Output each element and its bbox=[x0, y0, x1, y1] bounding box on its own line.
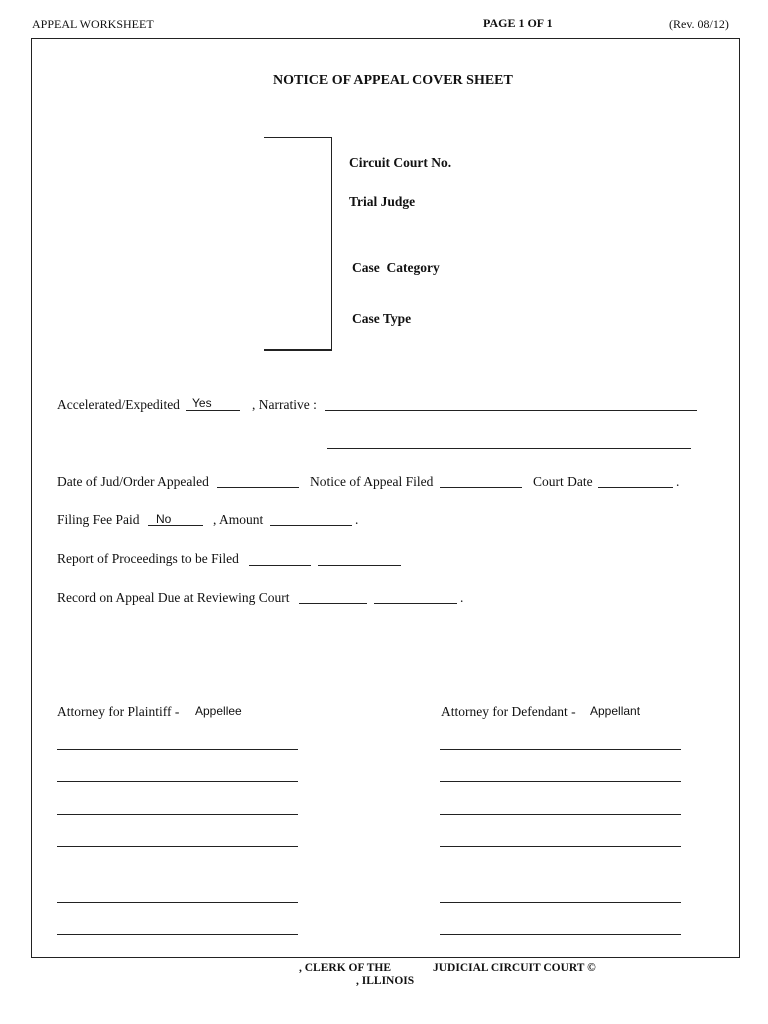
date-jud-order-line[interactable] bbox=[217, 487, 299, 488]
case-bracket bbox=[264, 137, 332, 351]
court-date-period: . bbox=[676, 474, 680, 489]
amount-label: , Amount bbox=[213, 512, 264, 527]
record-on-appeal-period: . bbox=[460, 590, 464, 605]
plaintiff-attorney-line[interactable] bbox=[57, 781, 298, 782]
worksheet-label: APPEAL WORKSHEET bbox=[32, 17, 154, 31]
footer-clerk: , CLERK OF THE bbox=[299, 962, 392, 974]
narrative-line-2[interactable] bbox=[327, 448, 691, 449]
defendant-attorney-line[interactable] bbox=[440, 749, 681, 750]
narrative-line-1[interactable] bbox=[325, 410, 697, 411]
narrative-label: , Narrative : bbox=[252, 397, 317, 412]
form-frame bbox=[31, 38, 740, 958]
attorney-defendant-role: Appellant bbox=[590, 704, 641, 718]
notice-filed-line[interactable] bbox=[440, 487, 522, 488]
plaintiff-attorney-line[interactable] bbox=[57, 846, 298, 847]
defendant-attorney-line[interactable] bbox=[440, 934, 681, 935]
report-proceedings-label: Report of Proceedings to be Filed bbox=[57, 551, 239, 566]
record-on-appeal-line-1[interactable] bbox=[299, 603, 367, 604]
case-type-label: Case Type bbox=[352, 311, 412, 326]
defendant-attorney-line[interactable] bbox=[440, 846, 681, 847]
filing-fee-label: Filing Fee Paid bbox=[57, 512, 140, 527]
attorney-defendant-label: Attorney for Defendant - bbox=[441, 704, 576, 719]
accelerated-value[interactable]: Yes bbox=[192, 396, 212, 410]
report-proceedings-line-2[interactable] bbox=[318, 565, 401, 566]
accelerated-label: Accelerated/Expedited bbox=[57, 397, 180, 412]
amount-line[interactable] bbox=[270, 525, 352, 526]
defendant-attorney-line[interactable] bbox=[440, 781, 681, 782]
page-indicator: PAGE 1 OF 1 bbox=[483, 16, 553, 30]
case-category-label: Case Category bbox=[352, 260, 440, 275]
page-title: NOTICE OF APPEAL COVER SHEET bbox=[273, 73, 513, 88]
notice-filed-label: Notice of Appeal Filed bbox=[310, 474, 434, 489]
defendant-attorney-line[interactable] bbox=[440, 814, 681, 815]
report-proceedings-line-1[interactable] bbox=[249, 565, 311, 566]
footer-court: JUDICIAL CIRCUIT COURT © bbox=[433, 962, 596, 974]
trial-judge-label: Trial Judge bbox=[349, 194, 416, 209]
date-jud-order-label: Date of Jud/Order Appealed bbox=[57, 474, 209, 489]
filing-fee-value[interactable]: No bbox=[156, 512, 172, 526]
attorney-plaintiff-role: Appellee bbox=[195, 704, 242, 718]
court-date-line[interactable] bbox=[598, 487, 673, 488]
plaintiff-attorney-line[interactable] bbox=[57, 749, 298, 750]
amount-period: . bbox=[355, 512, 359, 527]
footer-state: , ILLINOIS bbox=[356, 975, 415, 987]
record-on-appeal-label: Record on Appeal Due at Reviewing Court bbox=[57, 590, 290, 605]
revision-label: (Rev. 08/12) bbox=[669, 17, 729, 31]
accelerated-line[interactable] bbox=[186, 410, 240, 411]
record-on-appeal-line-2[interactable] bbox=[374, 603, 457, 604]
plaintiff-attorney-line[interactable] bbox=[57, 934, 298, 935]
plaintiff-attorney-line[interactable] bbox=[57, 902, 298, 903]
attorney-plaintiff-label: Attorney for Plaintiff - bbox=[57, 704, 180, 719]
defendant-attorney-line[interactable] bbox=[440, 902, 681, 903]
circuit-court-no-label: Circuit Court No. bbox=[349, 155, 452, 170]
court-date-label: Court Date bbox=[533, 474, 593, 489]
plaintiff-attorney-line[interactable] bbox=[57, 814, 298, 815]
